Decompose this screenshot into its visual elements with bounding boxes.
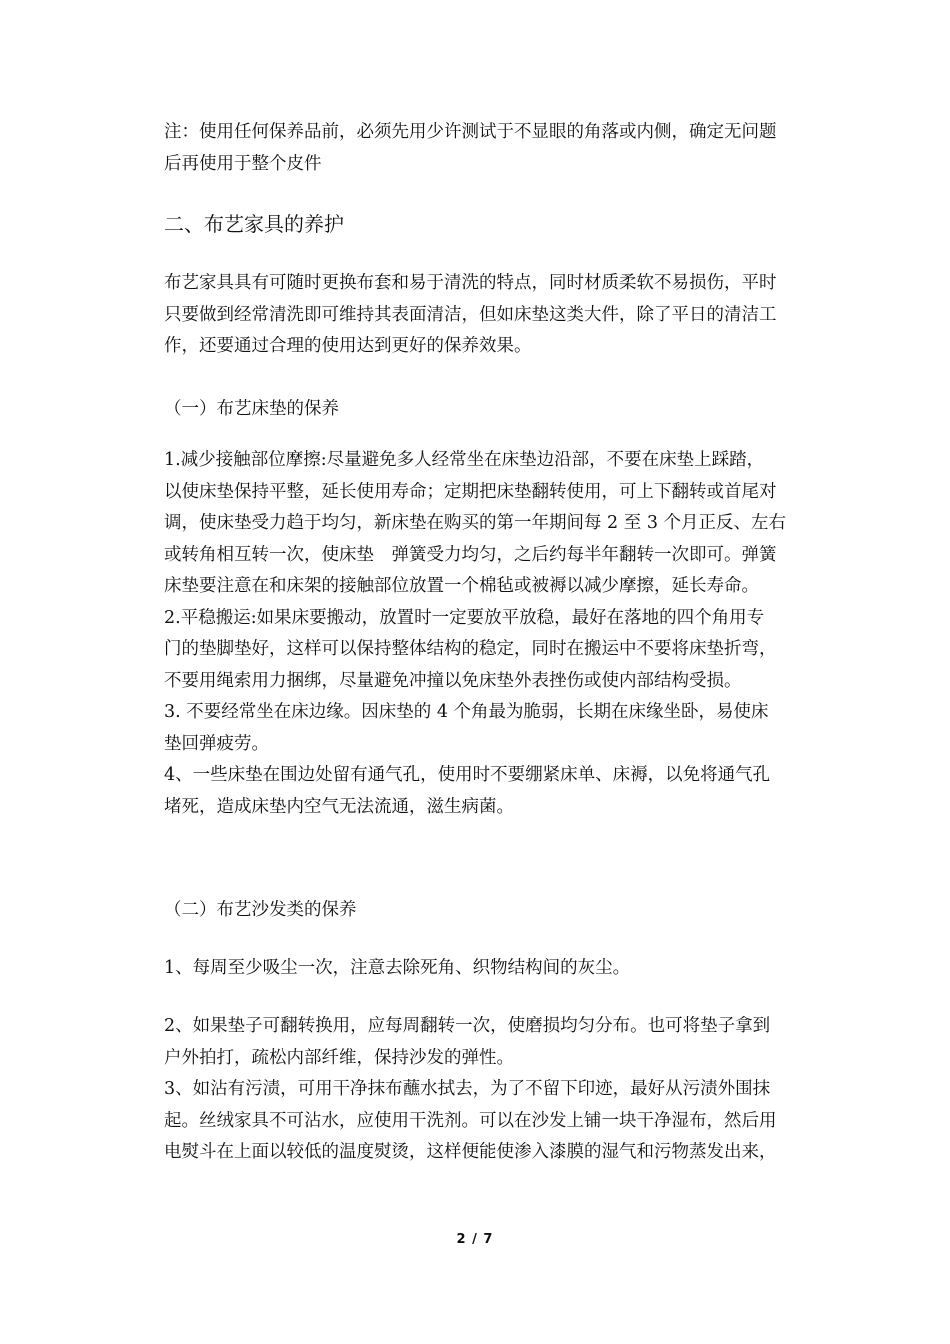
body-line: 以使床垫保持平整，延长使用寿命；定期把床垫翻转使用，可上下翻转或首尾对: [164, 481, 777, 502]
subsection-heading: （一）布艺床垫的保养: [164, 399, 339, 419]
body-line: 堵死，造成床垫内空气无法流通，滋生病菌。: [164, 796, 514, 817]
intro-line: 布艺家具具有可随时更换布套和易于清洗的特点，同时材质柔软不易损伤，平时: [164, 273, 777, 293]
body-line: 不要用绳索用力捆绑，尽量避免冲撞以免床垫外表挫伤或使内部结构受损。: [164, 670, 742, 691]
body-line: 2.平稳搬运:如果床要搬动，放置时一定要放平放稳，最好在落地的四个角用专: [164, 607, 765, 628]
body-line: 4、一些床垫在围边处留有通气孔，使用时不要绷紧床单、床褥，以免将通气孔: [164, 765, 771, 785]
body-line: 门的垫脚垫好，这样可以保持整体结构的稳定，同时在搬运中不要将床垫折弯，: [164, 639, 777, 659]
body-line: 电熨斗在上面以较低的温度熨烫，这样便能使渗入漆膜的湿气和污物蒸发出来，: [164, 1142, 777, 1162]
note-paragraph: [164, 117, 832, 180]
intro-line: 只要做到经常清洗即可维持其表面清洁，但如床垫这类大件，除了平日的清洁工: [164, 304, 777, 325]
body-line: 1、每周至少吸尘一次，注意去除死角、织物结构间的灰尘。: [164, 958, 631, 978]
body-line: 起。丝绒家具不可沾水，应使用干洗剂。可以在沙发上铺一块干净湿布，然后用: [164, 1110, 777, 1131]
body-line: 户外拍打，疏松内部纤维，保持沙发的弹性。: [164, 1047, 514, 1068]
body-line: 1.减少接触部位摩擦:尽量避免多人经常坐在床垫边沿部，不要在床垫上踩踏，: [164, 450, 765, 470]
body-line: 3、如沾有污渍，可用干净抹布蘸水拭去，为了不留下印迹，最好从污渍外围抹: [164, 1079, 771, 1099]
body-line: 3. 不要经常坐在床边缘。因床垫的 4 个角最为脆弱，长期在床缘坐卧，易使床: [164, 702, 769, 722]
subsection-heading: （二）布艺沙发类的保养: [164, 900, 357, 920]
mattress-care-paragraph: [164, 445, 832, 823]
body-line: 调，使床垫受力趋于均匀，新床垫在购买的第一年期间每 2 至 3 个月正反、左右: [164, 513, 787, 533]
section-heading: 二、布艺家具的养护: [164, 212, 344, 236]
note-line: 后再使用于整个皮件: [164, 153, 322, 174]
sofa-care-item: [164, 953, 832, 985]
intro-paragraph: [164, 268, 832, 363]
body-line: 2、如果垫子可翻转换用，应每周翻转一次，使磨损均匀分布。也可将垫子拿到: [164, 1016, 771, 1036]
page-number: 2 / 7: [456, 1232, 494, 1247]
sofa-care-paragraph: [164, 1011, 832, 1169]
body-line: 或转角相互转一次，使床垫 弹簧受力均匀，之后约每半年翻转一次即可。弹簧: [164, 544, 777, 565]
note-line: 注：使用任何保养品前，必须先用少许测试于不显眼的角落或内侧，确定无问题: [164, 122, 777, 142]
body-line: 床垫要注意在和床架的接触部位放置一个棉毡或被褥以减少摩擦，延长寿命。: [164, 576, 759, 596]
body-line: 垫回弹疲劳。: [164, 733, 269, 754]
intro-line: 作，还要通过合理的使用达到更好的保养效果。: [164, 336, 532, 356]
